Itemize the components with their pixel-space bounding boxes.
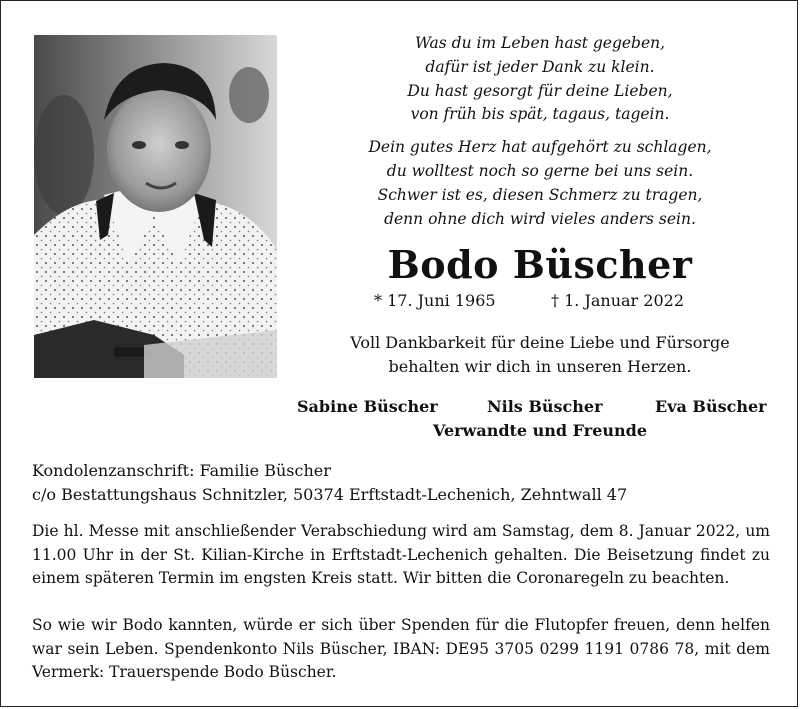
service-paragraph: Die hl. Messe mit anschließender Verabschiedung wird am Samstag, dem 8. Januar 2022, um 11.00 Uhr in der St. Kilian-Kirche in Erftstadt-Lechenich gehalten. Die Beisetzung findet zu einem späteren Termin im engsten Kreis statt. Wir bitten die Coronaregeln zu beachten. (32, 522, 770, 588)
family-member: Eva Büscher (655, 397, 767, 416)
poem-line: dafür ist jeder Dank zu klein. (425, 57, 655, 76)
poem-stanza-2 (300, 136, 780, 231)
poem-line: Du hast gesorgt für deine Lieben, (407, 81, 673, 100)
poem-line: Was du im Leben hast gegeben, (414, 34, 666, 52)
family-member: Sabine Büscher (297, 397, 438, 416)
poem-line: denn ohne dich wird vieles anders sein. (384, 209, 696, 228)
death-date: † 1. Januar 2022 (551, 291, 684, 310)
address-line: c/o Bestattungshaus Schnitzler, 50374 Erftstadt-Lechenich, Zehntwall 47 (32, 485, 628, 504)
address-line: Kondolenzanschrift: Familie Büscher (32, 461, 331, 480)
family-member: Nils Büscher (487, 397, 603, 416)
poem-line: du wolltest noch so gerne bei uns sein. (386, 161, 694, 180)
relatives-line: Verwandte und Freunde (433, 421, 647, 440)
gratitude-text (300, 331, 780, 379)
life-dates (300, 289, 780, 313)
memorial-poem (300, 32, 780, 240)
donation-paragraph: So wie wir Bodo kannten, würde er sich über Spenden für die Flutopfer freuen, denn helfen war sein Leben. Spendenkonto Nils Büscher, IBAN: DE95 3705 0299 1191 0786 78, mit dem Vermerk: Trauerspende Bodo Büscher. (32, 616, 770, 682)
poem-line: von früh bis spät, tagaus, tagein. (410, 105, 670, 124)
poem-line: Schwer ist es, diesen Schmerz zu tragen, (377, 185, 703, 204)
poem-stanza-1 (300, 32, 780, 127)
deceased-name: Bodo Büscher (387, 242, 693, 287)
gratitude-line: behalten wir dich in unseren Herzen. (388, 357, 692, 376)
poem-line: Dein gutes Herz hat aufgehört zu schlagen, (368, 138, 712, 157)
portrait-photo (34, 35, 277, 378)
birth-date: * 17. Juni 1965 (374, 291, 496, 310)
condolence-address (32, 459, 772, 507)
gratitude-line: Voll Dankbarkeit für deine Liebe und Fürsorge (350, 333, 730, 352)
